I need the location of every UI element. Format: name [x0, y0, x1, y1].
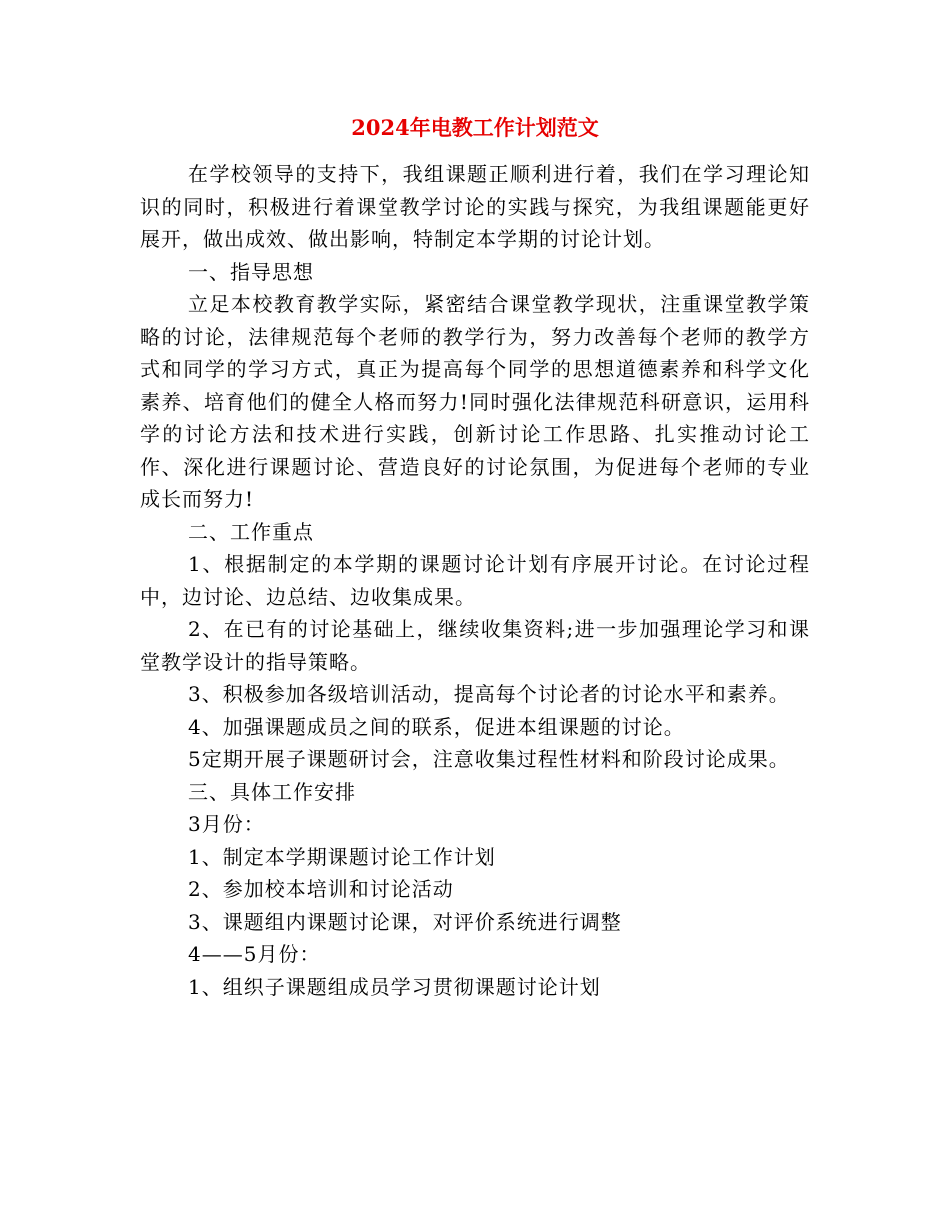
list-item: 3、课题组内课题讨论课，对评价系统进行调整: [188, 909, 622, 934]
paragraph-intro: 在学校领导的支持下，我组课题正顺利进行着，我们在学习理论知识的同时，积极进行着课堂教学讨论的实践与探究，为我组课题能更好展开，做出成效、做出影响，特制定本学期的讨论计划。: [140, 162, 810, 251]
list-item: 3、积极参加各级培训活动，提高每个讨论者的讨论水平和素养。: [188, 682, 790, 706]
list-item: 2、参加校本培训和讨论活动: [188, 877, 454, 901]
heading-guiding-thought: 一、指导思想: [188, 259, 314, 284]
month-label: 3月份：: [188, 812, 265, 836]
list-item: 1、制定本学期课题讨论工作计划: [188, 844, 496, 869]
list-item: 5定期开展子课题研讨会，注意收集过程性材料和阶段讨论成果。: [188, 747, 790, 771]
month-label: 4——5月份：: [188, 942, 321, 966]
document-body: [140, 158, 810, 1003]
list-item: 4、加强课题成员之间的联系，促进本组课题的讨论。: [188, 714, 685, 739]
heading-work-focus: 二、工作重点: [188, 519, 314, 544]
document-title: 2024年电教工作计划范文: [351, 115, 599, 140]
heading-arrangements: 三、具体工作安排: [188, 779, 356, 804]
list-item: 1、根据制定的本学期的课题讨论计划有序展开讨论。在讨论过程中，边讨论、边总结、边收集成果。: [140, 552, 810, 609]
list-item: 2、在已有的讨论基础上，继续收集资料;进一步加强理论学习和课堂教学设计的指导策略。: [140, 617, 810, 674]
paragraph-guiding-thought: 立足本校教育教学实际，紧密结合课堂教学现状，注重课堂教学策略的讨论，法律规范每个老师的教学行为，努力改善每个老师的教学方式和同学的学习方式，真正为提高每个同学的思想道德素养和科学文化素养、培育他们的健全人格而努力!同时强化法律规范科研意识，运用科学的讨论方法和技术进行实践，创新讨论工作思路、扎实推动讨论工作、深化进行课题讨论、营造良好的讨论氛围，为促进每个老师的专业成长而努力!: [140, 292, 810, 511]
list-item: 1、组织子课题组成员学习贯彻课题讨论计划: [188, 974, 601, 999]
